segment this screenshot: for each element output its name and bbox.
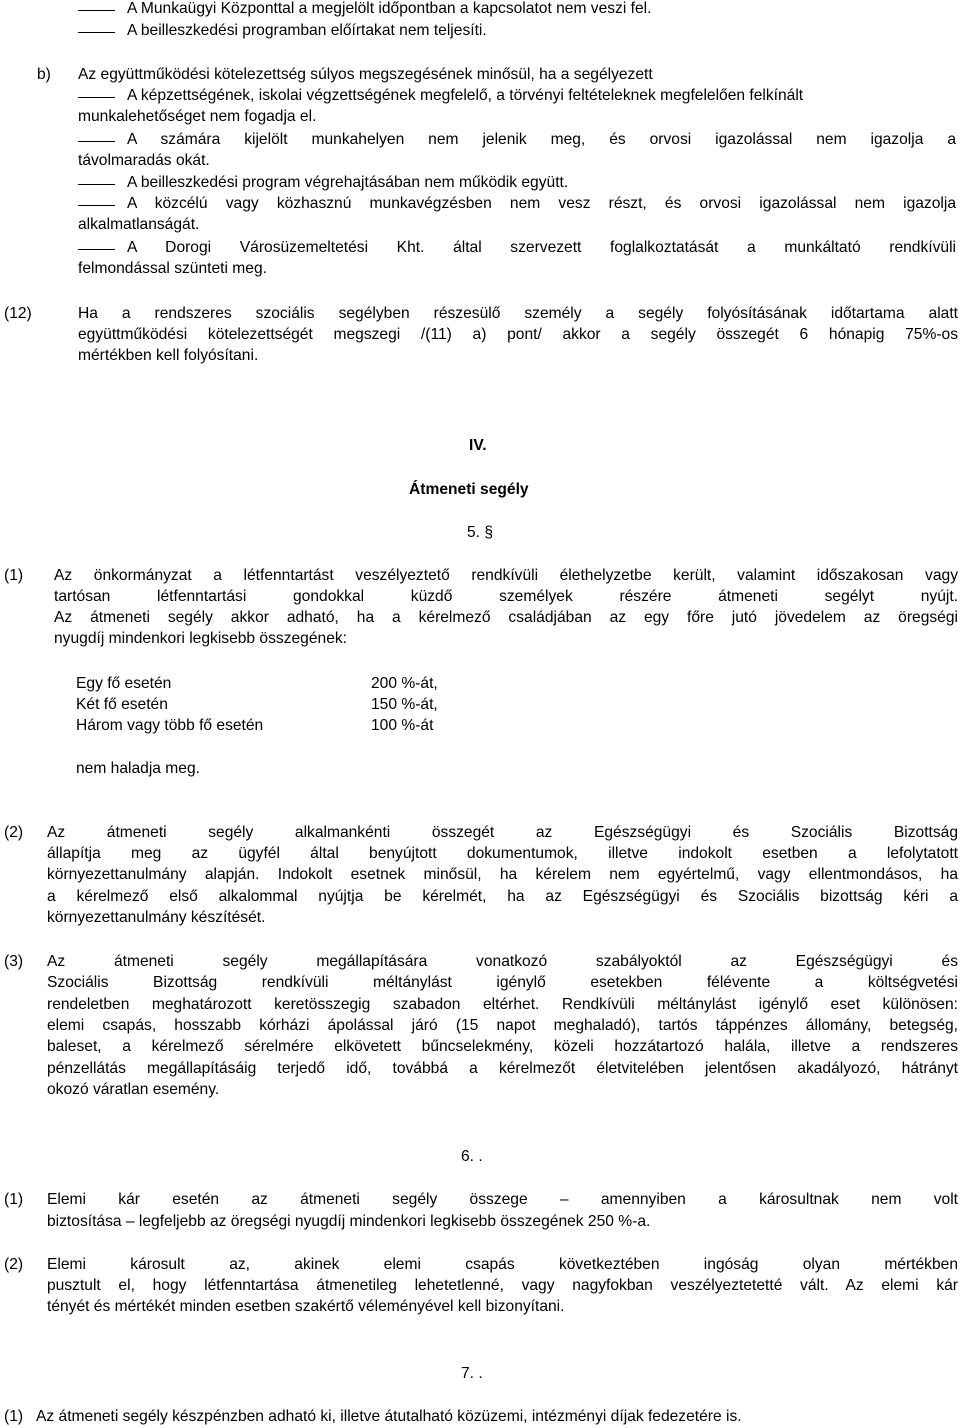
item-label: b) [37,66,51,83]
paragraph-label: (1) [4,567,24,584]
paragraph-line: baleset, a kérelmező sérelmére elkövetett bűncselekmény, közeli hozzátartozó halála, illetve a rendszeres [47,1038,958,1055]
table-row-label: Egy fő esetén [76,675,172,692]
paragraph-line: elemi csapás, hosszabb kórházi ápolással járó (15 napot meghaladó), tartós táppénzes állomány, betegség, [47,1017,958,1034]
dash-bullet [78,249,115,250]
paragraph-line: Szociális Bizottság rendkívüli méltánylást igénylő esetekben félévente a költségvetési [47,974,958,991]
paragraph-line: környezettanulmány alapján. Indokolt esetnek minősül, ha kérelem nem egyértelmű, vagy ellentmondásos, ha [47,866,958,883]
table-row-value: 200 %-át, [371,675,438,692]
paragraph-line: rendeletben meghatározott keretösszegig szabadon eltérhet. Rendkívüli méltánylást igénylő eset különösen: [47,996,958,1013]
paragraph-line: állapítja meg az ügyfél által benyújtott dokumentumok, illetve indokolt esetben a lefolytatott [47,845,958,862]
section-number: IV. [469,437,487,454]
dash-bullet [78,97,115,98]
list-item: A beilleszkedési programban előírtakat nem teljesíti. [127,22,487,39]
paragraph-line: Elemi károsult az, akinek elemi csapás következtében ingóság olyan mértékben [47,1256,958,1273]
paragraph-line: okozó váratlan esemény. [47,1081,220,1098]
paragraph-line: Az átmeneti segély alkalmankénti összegét az Egészségügyi és Szociális Bizottság [47,824,958,841]
paragraph-heading: 6. . [461,1148,483,1165]
paragraph-line: Ha a rendszeres szociális segélyben részesülő személy a segély folyósításának időtartama alatt [78,305,958,322]
table-row-label: Három vagy több fő esetén [76,717,264,734]
paragraph-line: Az önkormányzat a létfenntartást veszélyeztető rendkívüli élethelyzetbe került, valamint időszakosan vagy [54,567,958,584]
paragraph-line: a kérelmező első alkalommal nyújtja be kérelmét, ha az Egészségügyi és Szociális bizottság kéri a [47,888,958,905]
dash-bullet [78,184,115,185]
list-item-continuation: távolmaradás okát. [78,152,210,169]
paragraph-line: tartósan létfenntartási gondokkal küzdő személyek részére átmeneti segélyt nyújt. [54,588,958,605]
paragraph-heading: 5. § [467,524,494,541]
paragraph-label: (1) [4,1191,24,1208]
list-item: A számára kijelölt munkahelyen nem jelenik meg, és orvosi igazolással nem igazolja a [127,131,956,148]
list-item-continuation: munkalehetőséget nem fogadja el. [78,108,317,125]
table-row-label: Két fő esetén [76,696,168,713]
paragraph-line: biztosítása – legfeljebb az öregségi nyugdíj mindenkori legkisebb összegének 250 %-a. [47,1213,651,1230]
dash-bullet [78,205,115,206]
table-row-value: 100 %-át [371,717,434,734]
paragraph-line: együttműködési kötelezettségét megszegi /(11) a) pont/ akkor a segély összegét 6 hónapig 75%-os [78,326,958,343]
paragraph-line: pénzellátás megállapításáig terjedő idő, továbbá a kérelmezőt életvitelében jelentősen akadályozó, hátrányt [47,1060,958,1077]
paragraph-line: Az átmeneti segély megállapítására vonatkozó szabályoktól az Egészségügyi és [47,953,958,970]
paragraph-label: (1) [4,1408,24,1425]
table-row-value: 150 %-át, [371,696,438,713]
paragraph-line: mértékben kell folyósítani. [78,347,259,364]
dash-bullet [78,32,115,33]
list-item: A közcélú vagy közhasznú munkavégzésben nem vesz részt, és orvosi igazolással nem igazolja [127,195,956,212]
paragraph-label: (2) [4,824,24,841]
paragraph-line: környezettanulmány készítését. [47,909,266,926]
list-item: A képzettségének, iskolai végzettségének megfelelő, a törvényi feltételeknek megfelelően felkínált [127,87,804,104]
paragraph-label: (12) [4,305,32,322]
paragraph-line: Az átmeneti segély készpénzben adható ki, illetve átutalható közüzemi, intézményi díjak fedezetére is. [36,1408,742,1425]
list-item: A Dorogi Városüzemeltetési Kht. által szervezett foglalkoztatását a munkáltató rendkívüli [127,239,956,256]
paragraph-heading: 7. . [461,1365,483,1382]
dash-bullet [78,141,115,142]
paragraph-line: nem haladja meg. [76,760,200,777]
section-sign-icon: § [484,524,494,541]
paragraph-label: (3) [4,953,24,970]
list-item: A Munkaügyi Központtal a megjelölt időpontban a kapcsolatot nem veszi fel. [127,0,652,17]
section-title: Átmeneti segély [409,481,529,498]
list-item: A beilleszkedési program végrehajtásában nem működik együtt. [127,174,569,191]
list-item-continuation: felmondással szünteti meg. [78,260,267,277]
paragraph-line: Az átmeneti segély akkor adható, ha a kérelmező családjában az egy főre jutó jövedelem az öregségi [54,609,958,626]
paragraph-line: Elemi kár esetén az átmeneti segély összege – amennyiben a károsultnak nem volt [47,1191,958,1208]
paragraph-line: nyugdíj mindenkori legkisebb összegének: [54,630,347,647]
paragraph-intro: Az együttműködési kötelezettség súlyos megszegésének minősül, ha a segélyezett [78,66,653,83]
paragraph-line: pusztult el, hogy létfenntartása átmenetileg lehetetlenné, vagy nagyfokban veszélyeztetetté vált. Az elemi kár [47,1277,958,1294]
list-item-continuation: alkalmatlanságát. [78,216,200,233]
paragraph-line: tényét és mértékét minden esetben szakértő véleményével kell bizonyítani. [47,1298,565,1315]
dash-bullet [78,10,115,11]
paragraph-label: (2) [4,1256,24,1273]
